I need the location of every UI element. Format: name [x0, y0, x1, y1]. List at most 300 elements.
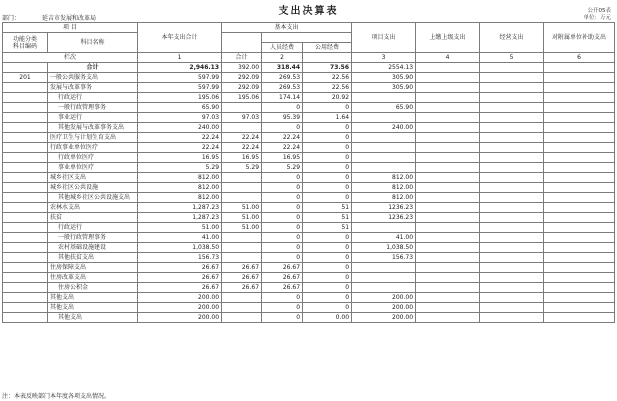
cell-project	[352, 153, 416, 163]
cell-subsidy	[544, 83, 615, 93]
cell-upper-payment	[416, 283, 480, 293]
cell-basic-subtotal: 51.00	[222, 223, 262, 233]
cell-code	[3, 103, 48, 113]
header-total: 本年支出合计	[138, 23, 222, 53]
cell-operating	[480, 213, 544, 223]
cell-subject-name: 一般行政管理事务	[48, 103, 138, 113]
table-row	[3, 283, 615, 293]
cell-subsidy	[544, 273, 615, 283]
cell-code	[3, 123, 48, 133]
cell-project: 812.00	[352, 173, 416, 183]
cell-code	[3, 183, 48, 193]
cell-subject-name: 发展与改革事务	[48, 83, 138, 93]
cell-basic-subtotal	[222, 293, 262, 303]
cell-total: 5.29	[138, 163, 222, 173]
cell-total: 597.99	[138, 73, 222, 83]
header-basic-sub	[262, 33, 352, 43]
cell-personnel: 0	[262, 293, 303, 303]
table-row	[3, 243, 615, 253]
cell-personnel: 0	[262, 213, 303, 223]
table-row	[3, 153, 615, 163]
cell-basic-subtotal: 22.24	[222, 133, 262, 143]
cell-subsidy	[544, 133, 615, 143]
cell-operating	[480, 243, 544, 253]
cell-project: 305.90	[352, 83, 416, 93]
cell-basic-subtotal: 392.00	[222, 63, 262, 73]
table-row	[3, 123, 615, 133]
table-row	[3, 103, 615, 113]
cell-upper-payment	[416, 253, 480, 263]
cell-public: 0	[303, 153, 352, 163]
cell-personnel: 5.29	[262, 163, 303, 173]
cell-upper-payment	[416, 183, 480, 193]
cell-operating	[480, 273, 544, 283]
form-code: 公开05表	[587, 8, 611, 14]
cell-public: 22.56	[303, 83, 352, 93]
cell-operating	[480, 63, 544, 73]
cell-upper-payment	[416, 203, 480, 213]
table-row	[3, 173, 615, 183]
cell-total: 195.06	[138, 93, 222, 103]
cell-operating	[480, 113, 544, 123]
cell-subsidy	[544, 63, 615, 73]
cell-project: 1,038.50	[352, 243, 416, 253]
cell-code	[3, 303, 48, 313]
table-row	[3, 303, 615, 313]
header-public: 公用经费	[303, 43, 352, 53]
cell-upper-payment	[416, 63, 480, 73]
cell-project	[352, 273, 416, 283]
cell-upper-payment	[416, 133, 480, 143]
cell-operating	[480, 93, 544, 103]
cell-upper-payment	[416, 243, 480, 253]
cell-personnel: 0	[262, 233, 303, 243]
cell-basic-subtotal: 26.67	[222, 273, 262, 283]
cell-subject-name: 其他发展与改革事务支出	[48, 123, 138, 133]
cell-subsidy	[544, 283, 615, 293]
col-num-2: 2	[262, 53, 303, 63]
header-bar-label: 栏次	[3, 53, 138, 63]
cell-public: 0	[303, 173, 352, 183]
cell-subsidy	[544, 233, 615, 243]
cell-subsidy	[544, 253, 615, 263]
department-line	[2, 13, 96, 22]
cell-public: 0	[303, 283, 352, 293]
cell-total: 812.00	[138, 183, 222, 193]
cell-project: 200.00	[352, 293, 416, 303]
header-upper-payment: 上缴上级支出	[416, 23, 480, 53]
cell-basic-subtotal	[222, 183, 262, 193]
cell-code	[3, 83, 48, 93]
cell-subsidy	[544, 143, 615, 153]
cell-project: 200.00	[352, 303, 416, 313]
cell-code	[3, 253, 48, 263]
cell-upper-payment	[416, 153, 480, 163]
cell-code	[3, 223, 48, 233]
cell-total: 812.00	[138, 193, 222, 203]
cell-project	[352, 263, 416, 273]
cell-project: 240.00	[352, 123, 416, 133]
cell-personnel: 26.67	[262, 263, 303, 273]
cell-upper-payment	[416, 233, 480, 243]
table-row	[3, 83, 615, 93]
cell-basic-subtotal	[222, 243, 262, 253]
cell-upper-payment	[416, 163, 480, 173]
cell-subsidy	[544, 213, 615, 223]
cell-upper-payment	[416, 263, 480, 273]
cell-public: 0	[303, 263, 352, 273]
cell-total: 22.24	[138, 133, 222, 143]
cell-subject-name: 事业运行	[48, 113, 138, 123]
department-value: 延吉市发展和改革局	[42, 15, 97, 22]
cell-subsidy	[544, 293, 615, 303]
cell-public: 0	[303, 233, 352, 243]
cell-personnel: 0	[262, 243, 303, 253]
table-row	[3, 193, 615, 203]
cell-upper-payment	[416, 113, 480, 123]
cell-subsidy	[544, 153, 615, 163]
cell-project: 2554.13	[352, 63, 416, 73]
cell-operating	[480, 293, 544, 303]
cell-total: 65.90	[138, 103, 222, 113]
cell-total: 200.00	[138, 303, 222, 313]
cell-subsidy	[544, 93, 615, 103]
cell-personnel: 0	[262, 313, 303, 323]
table-row	[3, 263, 615, 273]
cell-personnel: 26.67	[262, 283, 303, 293]
cell-operating	[480, 193, 544, 203]
cell-public: 0.00	[303, 313, 352, 323]
cell-basic-subtotal: 26.67	[222, 263, 262, 273]
cell-subject-name: 医疗卫生与计划生育支出	[48, 133, 138, 143]
cell-upper-payment	[416, 143, 480, 153]
cell-upper-payment	[416, 303, 480, 313]
cell-project: 1236.23	[352, 203, 416, 213]
table-row	[3, 133, 615, 143]
header-project-exp: 项目支出	[352, 23, 416, 53]
col-num-3: 3	[352, 53, 416, 63]
cell-public: 0	[303, 253, 352, 263]
header-subsidy: 对附属单位补助支出	[544, 23, 615, 53]
cell-subject-name: 其他城乡社区公共设施支出	[48, 193, 138, 203]
cell-operating	[480, 263, 544, 273]
cell-subject-name: 其他支出	[48, 293, 138, 303]
cell-subject-name: 事业单位医疗	[48, 163, 138, 173]
cell-project	[352, 163, 416, 173]
table-row	[3, 253, 615, 263]
cell-total: 1,287.23	[138, 213, 222, 223]
cell-public: 0	[303, 123, 352, 133]
cell-operating	[480, 303, 544, 313]
cell-upper-payment	[416, 293, 480, 303]
cell-public: 73.56	[303, 63, 352, 73]
cell-personnel: 269.53	[262, 83, 303, 93]
cell-subsidy	[544, 183, 615, 193]
cell-total: 597.99	[138, 83, 222, 93]
table-body	[3, 63, 615, 323]
table-row	[3, 203, 615, 213]
header-basic: 基本支出	[222, 23, 352, 33]
cell-upper-payment	[416, 213, 480, 223]
table-row	[3, 63, 615, 73]
table-row	[3, 93, 615, 103]
cell-operating	[480, 83, 544, 93]
cell-total: 1,038.50	[138, 243, 222, 253]
cell-upper-payment	[416, 173, 480, 183]
cell-total: 26.67	[138, 263, 222, 273]
cell-operating	[480, 233, 544, 243]
table-row	[3, 213, 615, 223]
cell-public: 22.56	[303, 73, 352, 83]
cell-operating	[480, 253, 544, 263]
cell-public: 0	[303, 103, 352, 113]
table-row	[3, 183, 615, 193]
cell-subsidy	[544, 123, 615, 133]
cell-personnel: 0	[262, 103, 303, 113]
header-subject-name: 科目名称	[48, 33, 138, 53]
cell-total: 22.24	[138, 143, 222, 153]
table-row	[3, 273, 615, 283]
cell-upper-payment	[416, 83, 480, 93]
cell-personnel: 0	[262, 183, 303, 193]
cell-code	[3, 213, 48, 223]
cell-operating	[480, 313, 544, 323]
cell-subject-name: 城乡社区公共设施	[48, 183, 138, 193]
cell-public: 1.64	[303, 113, 352, 123]
cell-personnel: 0	[262, 123, 303, 133]
cell-operating	[480, 73, 544, 83]
header-subtotal: 合计	[222, 53, 262, 63]
cell-subsidy	[544, 223, 615, 233]
cell-subject-name: 其他扶贫支出	[48, 253, 138, 263]
cell-project	[352, 133, 416, 143]
cell-code	[3, 283, 48, 293]
cell-subject-name: 一般公共服务支出	[48, 73, 138, 83]
cell-total: 1,287.23	[138, 203, 222, 213]
cell-upper-payment	[416, 103, 480, 113]
cell-total: 200.00	[138, 313, 222, 323]
header-operating: 经营支出	[480, 23, 544, 53]
cell-project: 812.00	[352, 193, 416, 203]
report-title: 支出决算表	[278, 6, 339, 17]
cell-project: 65.90	[352, 103, 416, 113]
cell-personnel: 269.53	[262, 73, 303, 83]
table-row	[3, 113, 615, 123]
cell-code: 201	[3, 73, 48, 83]
header-subtotal-top	[222, 33, 262, 53]
cell-personnel: 0	[262, 253, 303, 263]
col-num-5: 5	[480, 53, 544, 63]
cell-subject-name: 其他支出	[48, 313, 138, 323]
cell-public: 0	[303, 133, 352, 143]
cell-basic-subtotal	[222, 303, 262, 313]
cell-code	[3, 93, 48, 103]
cell-personnel: 318.44	[262, 63, 303, 73]
cell-subject-name: 一般行政管理事务	[48, 233, 138, 243]
cell-subject-name: 住房公积金	[48, 283, 138, 293]
header-public-blank	[303, 53, 352, 63]
cell-public: 0	[303, 303, 352, 313]
cell-subject-name: 行政事业单位医疗	[48, 143, 138, 153]
cell-public: 0	[303, 143, 352, 153]
cell-upper-payment	[416, 223, 480, 233]
cell-public: 0	[303, 193, 352, 203]
cell-code	[3, 163, 48, 173]
cell-project	[352, 113, 416, 123]
cell-upper-payment	[416, 123, 480, 133]
cell-code	[3, 313, 48, 323]
cell-total: 26.67	[138, 283, 222, 293]
header-project: 项 目	[3, 23, 138, 33]
cell-subject-name: 行政运行	[48, 93, 138, 103]
cell-code	[3, 173, 48, 183]
cell-public: 51	[303, 203, 352, 213]
cell-upper-payment	[416, 273, 480, 283]
cell-project	[352, 93, 416, 103]
cell-subject-name: 住房保障支出	[48, 263, 138, 273]
cell-subject-name: 农林水支出	[48, 203, 138, 213]
cell-personnel: 174.14	[262, 93, 303, 103]
cell-public: 0	[303, 293, 352, 303]
cell-upper-payment	[416, 73, 480, 83]
cell-public: 51	[303, 223, 352, 233]
cell-code	[3, 263, 48, 273]
cell-operating	[480, 153, 544, 163]
cell-code	[3, 243, 48, 253]
cell-basic-subtotal: 26.67	[222, 283, 262, 293]
cell-subsidy	[544, 303, 615, 313]
cell-subsidy	[544, 163, 615, 173]
cell-operating	[480, 223, 544, 233]
cell-operating	[480, 283, 544, 293]
cell-public: 51	[303, 213, 352, 223]
cell-basic-subtotal: 51.00	[222, 203, 262, 213]
cell-subsidy	[544, 113, 615, 123]
cell-project: 156.73	[352, 253, 416, 263]
cell-personnel: 95.39	[262, 113, 303, 123]
cell-operating	[480, 103, 544, 113]
cell-subsidy	[544, 193, 615, 203]
table-row	[3, 233, 615, 243]
cell-personnel: 0	[262, 173, 303, 183]
col-num-4: 4	[416, 53, 480, 63]
cell-code	[3, 233, 48, 243]
cell-project	[352, 143, 416, 153]
cell-subsidy	[544, 73, 615, 83]
cell-personnel: 22.24	[262, 133, 303, 143]
cell-project	[352, 223, 416, 233]
cell-operating	[480, 173, 544, 183]
cell-operating	[480, 123, 544, 133]
cell-operating	[480, 133, 544, 143]
cell-basic-subtotal	[222, 193, 262, 203]
department-label: 部门：	[2, 15, 21, 22]
cell-personnel: 22.24	[262, 143, 303, 153]
cell-project	[352, 283, 416, 293]
table-row	[3, 143, 615, 153]
cell-subject-name: 住房改革支出	[48, 273, 138, 283]
cell-subject-name: 扶贫	[48, 213, 138, 223]
table-row	[3, 293, 615, 303]
cell-personnel: 0	[262, 203, 303, 213]
col-num-6: 6	[544, 53, 615, 63]
cell-basic-subtotal: 16.95	[222, 153, 262, 163]
cell-subsidy	[544, 313, 615, 323]
cell-code	[3, 63, 48, 73]
cell-subsidy	[544, 173, 615, 183]
cell-personnel: 16.95	[262, 153, 303, 163]
cell-project: 812.00	[352, 183, 416, 193]
cell-subject-name: 其他支出	[48, 303, 138, 313]
cell-operating	[480, 203, 544, 213]
table-row	[3, 223, 615, 233]
cell-project: 41.00	[352, 233, 416, 243]
cell-total: 97.03	[138, 113, 222, 123]
cell-personnel: 0	[262, 223, 303, 233]
cell-basic-subtotal	[222, 233, 262, 243]
cell-basic-subtotal: 97.03	[222, 113, 262, 123]
cell-basic-subtotal	[222, 103, 262, 113]
cell-basic-subtotal: 51.00	[222, 213, 262, 223]
cell-public: 0	[303, 163, 352, 173]
cell-basic-subtotal: 292.09	[222, 73, 262, 83]
col-num-1: 1	[138, 53, 222, 63]
cell-code	[3, 203, 48, 213]
cell-code	[3, 193, 48, 203]
cell-basic-subtotal: 22.24	[222, 143, 262, 153]
expenditure-table	[2, 22, 615, 323]
cell-total: 156.73	[138, 253, 222, 263]
header-func-code: 功能分类 科目编码	[3, 33, 48, 53]
cell-public: 0	[303, 243, 352, 253]
cell-basic-subtotal: 5.29	[222, 163, 262, 173]
cell-subsidy	[544, 103, 615, 113]
cell-total: 26.67	[138, 273, 222, 283]
cell-total: 240.00	[138, 123, 222, 133]
unit-label: 单位：万元	[583, 15, 611, 21]
cell-project: 200.00	[352, 313, 416, 323]
cell-basic-subtotal	[222, 253, 262, 263]
table-row	[3, 313, 615, 323]
cell-subject-name: 行政运行	[48, 223, 138, 233]
cell-upper-payment	[416, 193, 480, 203]
cell-upper-payment	[416, 313, 480, 323]
cell-project: 305.90	[352, 73, 416, 83]
cell-subject-name: 行政单位医疗	[48, 153, 138, 163]
cell-code	[3, 153, 48, 163]
table-row	[3, 163, 615, 173]
cell-public: 0	[303, 273, 352, 283]
header-personnel: 人员经费	[262, 43, 303, 53]
cell-operating	[480, 183, 544, 193]
cell-subject-name: 农村基础设施建设	[48, 243, 138, 253]
cell-subsidy	[544, 263, 615, 273]
cell-public: 20.92	[303, 93, 352, 103]
cell-total: 41.00	[138, 233, 222, 243]
footnote: 注：本表反映部门本年度各项支出情况。	[2, 393, 111, 400]
cell-code	[3, 133, 48, 143]
cell-total: 200.00	[138, 293, 222, 303]
cell-personnel: 26.67	[262, 273, 303, 283]
cell-subject-name: 城乡社区支出	[48, 173, 138, 183]
cell-personnel: 0	[262, 193, 303, 203]
cell-operating	[480, 163, 544, 173]
cell-total: 812.00	[138, 173, 222, 183]
cell-code	[3, 113, 48, 123]
cell-total: 2,946.13	[138, 63, 222, 73]
cell-upper-payment	[416, 93, 480, 103]
cell-basic-subtotal	[222, 313, 262, 323]
